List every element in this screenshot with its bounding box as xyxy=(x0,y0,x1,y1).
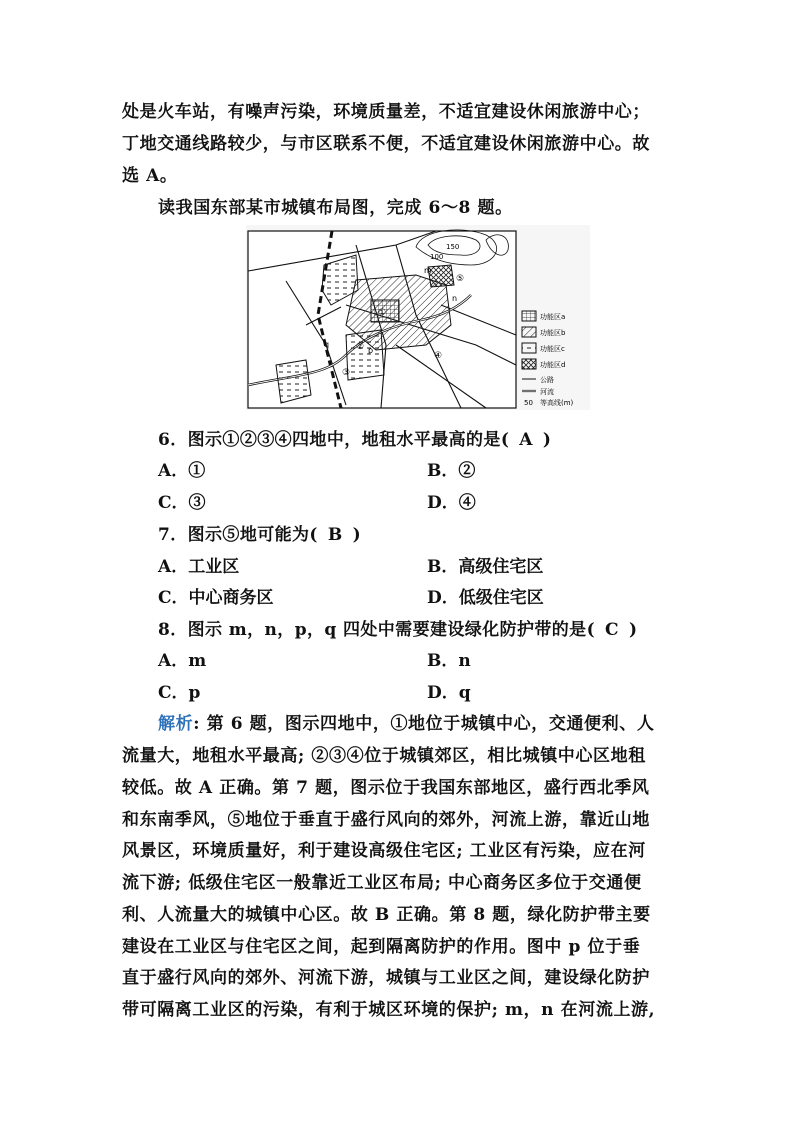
analysis-line: 和东南季风，⑤地位于垂直于盛行风向的郊外，河流上游，靠近山地 xyxy=(122,810,650,830)
zone-c-shape-3 xyxy=(276,360,311,403)
intro-line-3: 选 A。 xyxy=(122,166,178,186)
svg-text:公路: 公路 xyxy=(540,376,554,384)
q8-option-d: D．q xyxy=(427,683,471,703)
analysis-line: 直于盛行风向的郊外、河流下游，城镇与工业区之间，建设绿化防护 xyxy=(122,968,650,988)
svg-text:等高线(m): 等高线(m) xyxy=(540,399,574,407)
analysis-line: 较低。故 A 正确。第 7 题，图示位于我国东部地区，盛行西北季风 xyxy=(122,778,650,798)
q7-option-a: A．工业区 xyxy=(158,557,240,577)
svg-text:功能区c: 功能区c xyxy=(540,345,565,353)
zone-d-shape xyxy=(428,265,454,287)
question-6: 6．图示①②③④四地中，地租水平最高的是( A ) xyxy=(158,430,552,450)
svg-text:50: 50 xyxy=(524,399,533,407)
q7-option-b: B．高级住宅区 xyxy=(427,557,544,577)
label-q: q xyxy=(324,340,330,349)
site-3: ③ xyxy=(342,368,351,378)
answer-7: B xyxy=(327,525,343,545)
label-n: n xyxy=(452,294,458,303)
svg-text:功能区b: 功能区b xyxy=(540,329,566,337)
analysis-line: 利、人流量大的城镇中心区。故 B 正确。第 8 题，绿化防护带主要 xyxy=(122,905,651,925)
contour-label-100: 100 xyxy=(430,253,444,261)
answer-6: A xyxy=(519,430,533,450)
analysis-line: 流量大，地租水平最高; ②③④位于城镇郊区，相比城镇中心区地租 xyxy=(122,746,646,766)
question-8: 8．图示 m，n，p，q 四处中需要建设绿化防护带的是( C ) xyxy=(158,620,638,640)
intro-line-1: 处是火车站，有噪声污染，环境质量差，不适宜建设休闲旅游中心； xyxy=(122,102,650,122)
question-7: 7．图示⑤地可能为( B ) xyxy=(158,525,362,545)
zone-c-shape-2 xyxy=(346,330,384,380)
analysis-first-line: 解析: 第 6 题，图示四地中，①地位于城镇中心，交通便利、人 xyxy=(158,714,655,734)
question-prompt: 读我国东部某市城镇布局图，完成 6～8 题。 xyxy=(158,198,513,218)
q6-option-b: B．② xyxy=(427,461,476,481)
svg-text:河流: 河流 xyxy=(540,388,554,396)
q6-option-c: C．③ xyxy=(158,493,206,513)
intro-line-2: 丁地交通线路较少，与市区联系不便，不适宜建设休闲旅游中心。故 xyxy=(122,134,650,154)
label-m: m xyxy=(424,266,432,275)
answer-8: C xyxy=(605,620,619,640)
q8-option-c: C．p xyxy=(158,683,201,703)
q6-option-d: D．④ xyxy=(427,493,476,513)
q6-option-a: A．① xyxy=(158,461,206,481)
label-p: p xyxy=(368,346,374,355)
site-4: ④ xyxy=(434,351,443,361)
svg-text:功能区a: 功能区a xyxy=(540,313,566,321)
q7-option-c: C．中心商务区 xyxy=(158,588,274,608)
analysis-line: 风景区，环境质量好，利于建设高级住宅区; 工业区有污染，应在河 xyxy=(122,841,646,861)
site-2: ② xyxy=(356,342,365,352)
analysis-line: 建设在工业区与住宅区之间，起到隔离防护的作用。图中 p 位于垂 xyxy=(122,937,641,957)
analysis-label: 解析 xyxy=(158,714,194,734)
contour-label-150: 150 xyxy=(446,243,460,251)
site-5: ⑤ xyxy=(456,274,465,284)
analysis-line: 带可隔离工业区的污染，有利于城区环境的保护; m，n 在河流上游, xyxy=(122,1000,656,1020)
q7-option-d: D．低级住宅区 xyxy=(427,588,544,608)
analysis-line: 流下游; 低级住宅区一般靠近工业区布局; 中心商务区多位于交通便 xyxy=(122,873,642,893)
q8-option-b: B．n xyxy=(427,651,471,671)
site-1: ① xyxy=(378,308,387,318)
svg-text:功能区d: 功能区d xyxy=(540,361,566,369)
city-layout-map xyxy=(246,225,590,410)
q8-option-a: A．m xyxy=(158,651,207,671)
